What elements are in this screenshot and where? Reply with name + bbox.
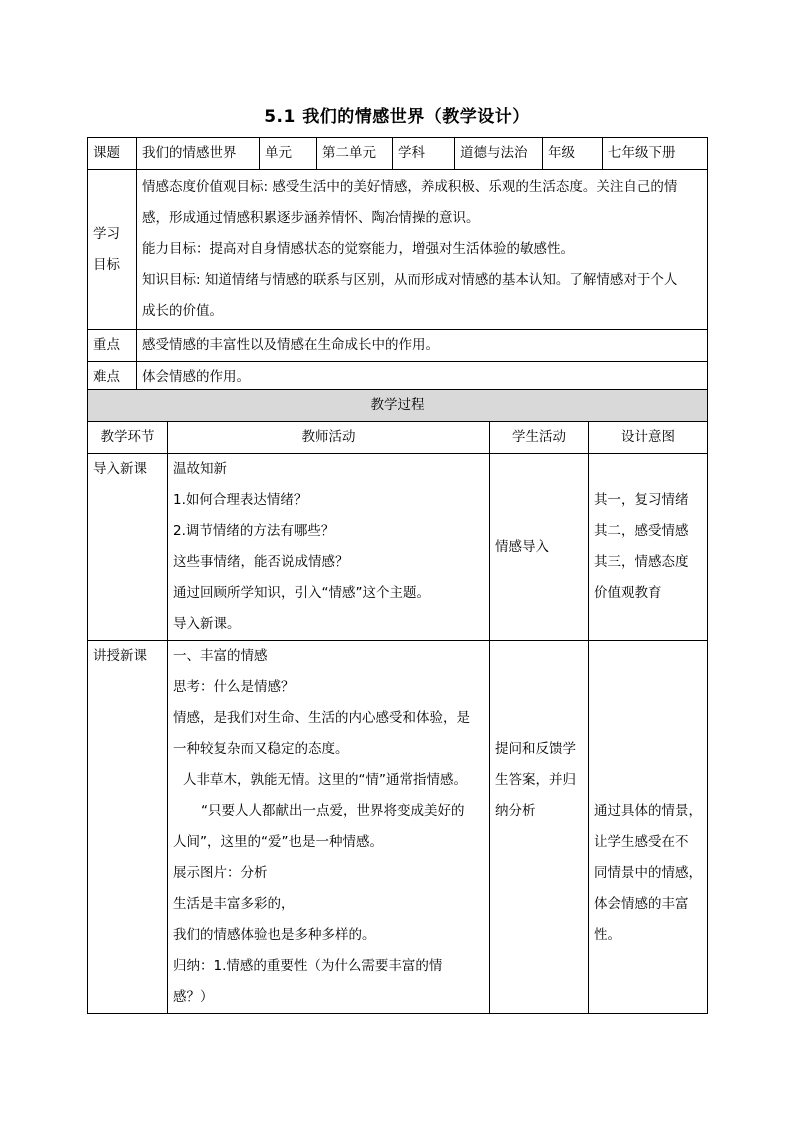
teacher-cell: 温故知新 1.如何合理表达情绪？ 2.调节情绪的方法有哪些？ 这些事情绪，能否说成情感？ 通过回顾所学知识，引入“情感”这个主题。 导入新课。 [168, 454, 490, 641]
col-intent: 设计意图 [589, 422, 708, 454]
grade-value: 七年级下册 [603, 138, 708, 170]
teacher-cell: 一、丰富的情感 思考：什么是情感？ 情感，是我们对生命、生活的内心感受和体验，是 一种较复杂而又稳定的态度。 人非草木，孰能无情。这里的“情”通常指情感。 “只要人人都献出一点爱，世界将变成美好的 人间”，这里的“爱”也是一种情感。 展示图片：分析 生活是丰富多彩的， 我们的情感体验也是多种多样的。 归纳：1.情感的重要性（为什么需要丰富的情 感？） [168, 641, 490, 1014]
stage-cell: 导入新课 [88, 454, 168, 641]
col-stage: 教学环节 [88, 422, 168, 454]
course-value: 我们的情感世界 [137, 138, 260, 170]
stage-cell: 讲授新课 [88, 641, 168, 1014]
difficulty-text: 体会情感的作用。 [137, 362, 708, 394]
subject-label: 学科 [393, 138, 455, 170]
unit-value: 第二单元 [317, 138, 393, 170]
col-teacher: 教师活动 [168, 422, 490, 454]
info-row-key [88, 330, 708, 362]
intent-cell: 通过具体的情景， 让学生感受在不 同情景中的情感， 体会情感的丰富 性。 [589, 641, 708, 1014]
unit-label: 单元 [260, 138, 317, 170]
student-cell: 提问和反馈学 生答案，并归 纳分析 [490, 641, 589, 1014]
objectives-label: 学习 目标 [88, 170, 137, 330]
info-row-objectives [88, 170, 708, 330]
process-row-intro [88, 454, 708, 641]
key-label: 重点 [88, 330, 137, 362]
info-table [87, 137, 708, 394]
process-header: 教学过程 [88, 390, 708, 422]
student-cell: 情感导入 [490, 454, 589, 641]
course-label: 课题 [88, 138, 137, 170]
info-row-course [88, 138, 708, 170]
objectives-text: 情感态度价值观目标: 感受生活中的美好情感，养成积极、乐观的生活态度。关注自己的情 感，形成通过情感积累逐步涵养情怀、陶冶情操的意识。 能力目标：提高对自身情感状态的觉察能力，增强对生活体验的敏感性。 知识目标: 知道情绪与情感的联系与区别，从而形成对情感的基本认知。了解情感对于个人 成长的价值。 [137, 170, 708, 330]
process-table [87, 389, 708, 1014]
grade-label: 年级 [543, 138, 603, 170]
process-row-lecture [88, 641, 708, 1014]
subject-value: 道德与法治 [455, 138, 543, 170]
intent-cell: 其一，复习情绪 其二，感受情感 其三，情感态度 价值观教育 [589, 454, 708, 641]
page-title: 5.1 我们的情感世界（教学设计） [264, 107, 530, 127]
difficulty-label: 难点 [88, 362, 137, 394]
process-columns [88, 422, 708, 454]
key-text: 感受情感的丰富性以及情感在生命成长中的作用。 [137, 330, 708, 362]
col-student: 学生活动 [490, 422, 589, 454]
